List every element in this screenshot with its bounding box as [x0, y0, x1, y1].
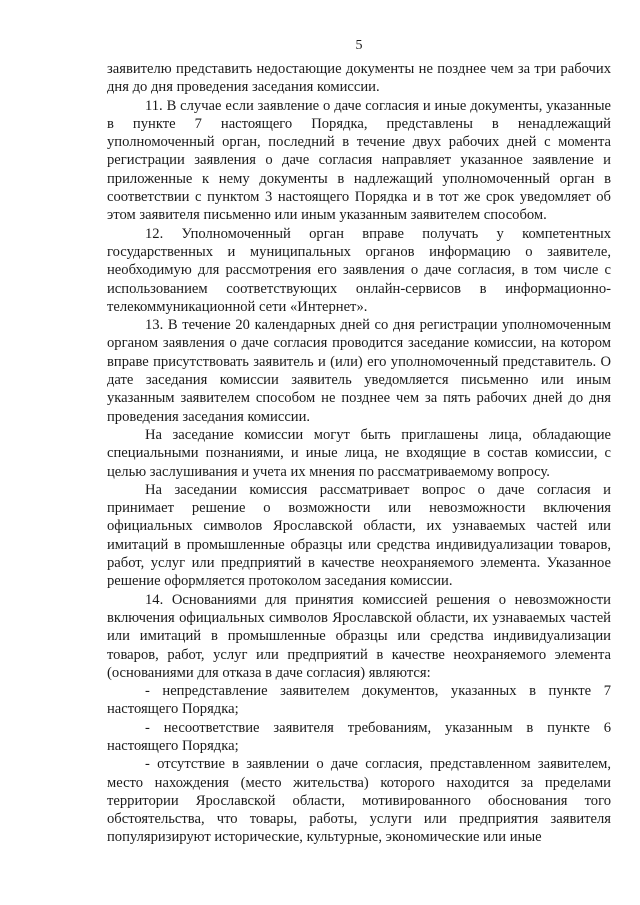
- paragraph: На заседании комиссия рассматривает вопрос о даче согласия и принимает решение о возможности или невозможности включения официальных символов Ярославской области, их узнаваемых частей или имитаций в промышленные образцы или средства индивидуализации товаров, работ, услуг или предприятий в качестве неохраняемого элемента. Указанное решение оформляется протоколом заседания комиссии.: [107, 481, 611, 590]
- paragraph: - несоответствие заявителя требованиям, указанным в пункте 6 настоящего Порядка;: [107, 719, 611, 754]
- paragraph: 12. Уполномоченный орган вправе получать у компетентных государственных и муниципальных органов информацию о заявителе, необходимую для рассмотрения его заявления о даче согласия, в том числе с использованием соответствующих онлайн-сервисов в информационно-телекоммуникационной сети «Интернет».: [107, 225, 611, 315]
- page-number: 5: [355, 38, 363, 53]
- paragraph: На заседание комиссии могут быть приглашены лица, обладающие специальными познаниями, и иные лица, не входящие в состав комиссии, с целью заслушивания и учета их мнения по рассматриваемому вопросу.: [107, 426, 611, 480]
- document-body: [107, 60, 611, 847]
- paragraph: заявителю представить недостающие документы не позднее чем за три рабочих дня до дня проведения заседания комиссии.: [107, 61, 611, 96]
- paragraph: - отсутствие в заявлении о даче согласия, представленном заявителем, место нахождения (место жительства) которого находится за пределами территории Ярославской области, мотивированного обоснования того обстоятельства, что товары, работы, услуги или предприятия заявителя популяризируют исторические, культурные, экономические или иные: [107, 756, 611, 846]
- paragraph: 13. В течение 20 календарных дней со дня регистрации уполномоченным органом заявления о даче согласия проводится заседание комиссии, на котором вправе присутствовать заявитель и (или) его уполномоченный представитель. О дате заседания комиссии заявитель уведомляется письменно или иным указанным заявителем способом не позднее чем за пять рабочих дней до дня проведения заседания комиссии.: [107, 317, 611, 425]
- paragraph: - непредставление заявителем документов, указанных в пункте 7 настоящего Порядка;: [107, 683, 611, 718]
- paragraph: 14. Основаниями для принятия комиссией решения о невозможности включения официальных символов Ярославской области, их узнаваемых частей или имитаций в промышленные образцы или средства индивидуализации товаров, работ, услуг или предприятий в качестве неохраняемого элемента (основаниями для отказа в даче согласия) являются:: [107, 591, 611, 681]
- document-page: [107, 36, 611, 847]
- paragraph: 11. В случае если заявление о даче согласия и иные документы, указанные в пункте 7 настоящего Порядка, представлены в ненадлежащий уполномоченный орган, последний в течение двух рабочих дней с момента регистрации заявления о даче согласия направляет указанное заявление и приложенные к нему документы в надлежащий уполномоченный орган в соответствии с пунктом 3 настоящего Порядка и в тот же срок уведомляет об этом заявителя письменно или иным указанным заявителем способом.: [107, 97, 611, 224]
